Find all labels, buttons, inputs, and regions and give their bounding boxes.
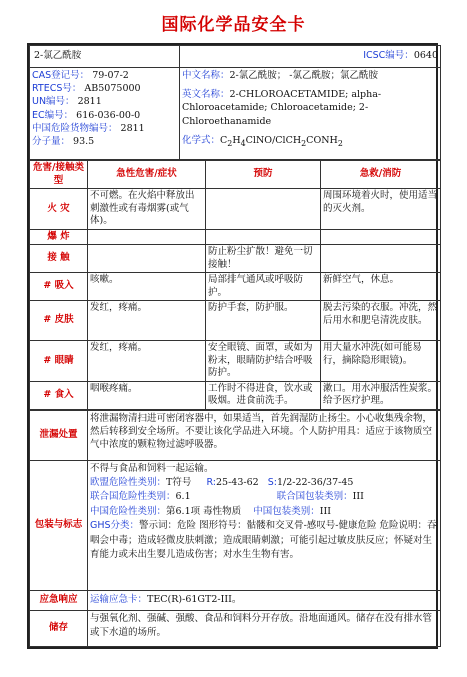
cn-dangerous-goods-label: 中国危险货物编号： <box>32 122 118 134</box>
packaging-text: 不得与食品和饲料一起运输。 欧盟危险性类别：T符号 R:25-43-62 S:1/2-22-36/37-45 联合国危险性类别：6.1 联合国包装类别：III 中国危险性类别：第6.1项 毒性物质 中国包装类别：III GHS分类：警示词：危险 图形符号：骷髅和交叉骨-感叹号-健康危险 危险说明：吞咽会中毒；造成轻微皮肤刺激；造成眼睛刺激；可能引起过敏皮肤反应；怀疑对生育能力或未出生婴儿造成伤害；对水生生物有害。 <box>88 460 441 590</box>
spill-row <box>30 410 441 460</box>
details-table <box>29 410 441 647</box>
chemical-name: 2-氯乙酰胺 <box>30 46 180 68</box>
molecular-weight-value: 93.5 <box>73 136 95 148</box>
table-row: # 眼睛 发红，疼痛。 安全眼镜、面罩，或如为粉末，眼睛防护结合呼吸防护。 用大量水冲洗(如可能易行，摘除隐形眼镜)。 <box>30 341 441 382</box>
hazard-table <box>29 160 441 410</box>
table-row: 接 触 防止粉尘扩散！避免一切接触！ <box>30 245 441 273</box>
rtecs-label: RTECS号： <box>32 83 82 95</box>
table-row: 爆 炸 <box>30 229 441 245</box>
table-row: # 食入 咽喉疼痛。 工作时不得进食，饮水或吸烟。进食前洗手。 漱口。用水冲服活性炭浆。给予医疗护理。 <box>30 381 441 409</box>
storage-row <box>30 610 441 646</box>
emergency-text: 运输应急卡：TEC(R)-61GT2-III。 <box>88 590 441 610</box>
table-row: 火 灾 不可燃。在火焰中释放出刺激性或有毒烟雾(或气体)。 周围环境着火时，使用适当的灭火剂。 <box>30 189 441 230</box>
card-title: 国际化学品安全卡 <box>161 15 306 35</box>
col-symptom: 急性危害/症状 <box>88 161 206 189</box>
safety-card <box>27 43 438 649</box>
identifier-block <box>30 68 180 160</box>
un-label: UN编号： <box>32 96 75 108</box>
table-row: # 吸入 咳嗽。 局部排气通风或呼吸防护。 新鲜空气，休息。 <box>30 273 441 301</box>
cn-name-value: 2-氯乙酰胺； -氯乙酰胺；氯乙酰胺 <box>229 70 378 81</box>
col-prevention: 预防 <box>206 161 321 189</box>
icsc-number: ICSC编号：0640 <box>180 46 441 68</box>
col-first-aid: 急救/消防 <box>321 161 441 189</box>
col-type: 危害/接触类型 <box>30 161 88 189</box>
rtecs-value: AB5075000 <box>84 83 141 95</box>
cas-label: CAS登记号： <box>32 70 90 81</box>
formula: 化学式：$C_2H_4ClNO/ClCH_2CONH_2$ <box>182 134 343 148</box>
spill-label: 泄漏处置 <box>30 410 88 460</box>
spill-text: 将泄漏物清扫进可密闭容器中，如果适当，首先润湿防止扬尘。小心收集残余物，然后转移到安全场所。不要让该化学品进入环境。个人防护用具：适应于该物质空气中浓度的颗粒物过滤呼吸器。 <box>88 410 441 460</box>
storage-text: 与强氧化剂、强碱、强酸、食品和饲料分开存放。沿地面通风。储存在没有排水管或下水道的场所。 <box>88 610 441 646</box>
emergency-row <box>30 590 441 610</box>
un-value: 2811 <box>77 96 102 108</box>
cn-name-label: 中文名称： <box>182 70 230 81</box>
en-name-label: 英文名称： <box>182 89 230 101</box>
ec-value: 616-036-00-0 <box>76 109 141 121</box>
cas-value: 79-07-2 <box>92 70 129 81</box>
storage-label: 储存 <box>30 610 88 646</box>
info-table <box>29 45 441 160</box>
en-name-value: 2-CHLOROACETAMIDE; alpha-Chloroacetamide; Chloroacetamide; 2-Chloroethanamide <box>182 89 382 127</box>
packaging-row <box>30 460 441 590</box>
table-row: # 皮肤 发红，疼痛。 防护手套，防护服。 脱去污染的衣服。冲洗，然后用水和肥皂清洗皮肤。 <box>30 301 441 341</box>
cn-dangerous-goods-value: 2811 <box>120 122 145 134</box>
ec-label: EC编号： <box>32 109 74 121</box>
packaging-label: 包装与标志 <box>30 460 88 590</box>
name-block <box>180 68 441 160</box>
hazard-table-header <box>30 161 441 189</box>
molecular-weight-label: 分子量： <box>32 136 71 148</box>
emergency-label: 应急响应 <box>30 590 88 610</box>
